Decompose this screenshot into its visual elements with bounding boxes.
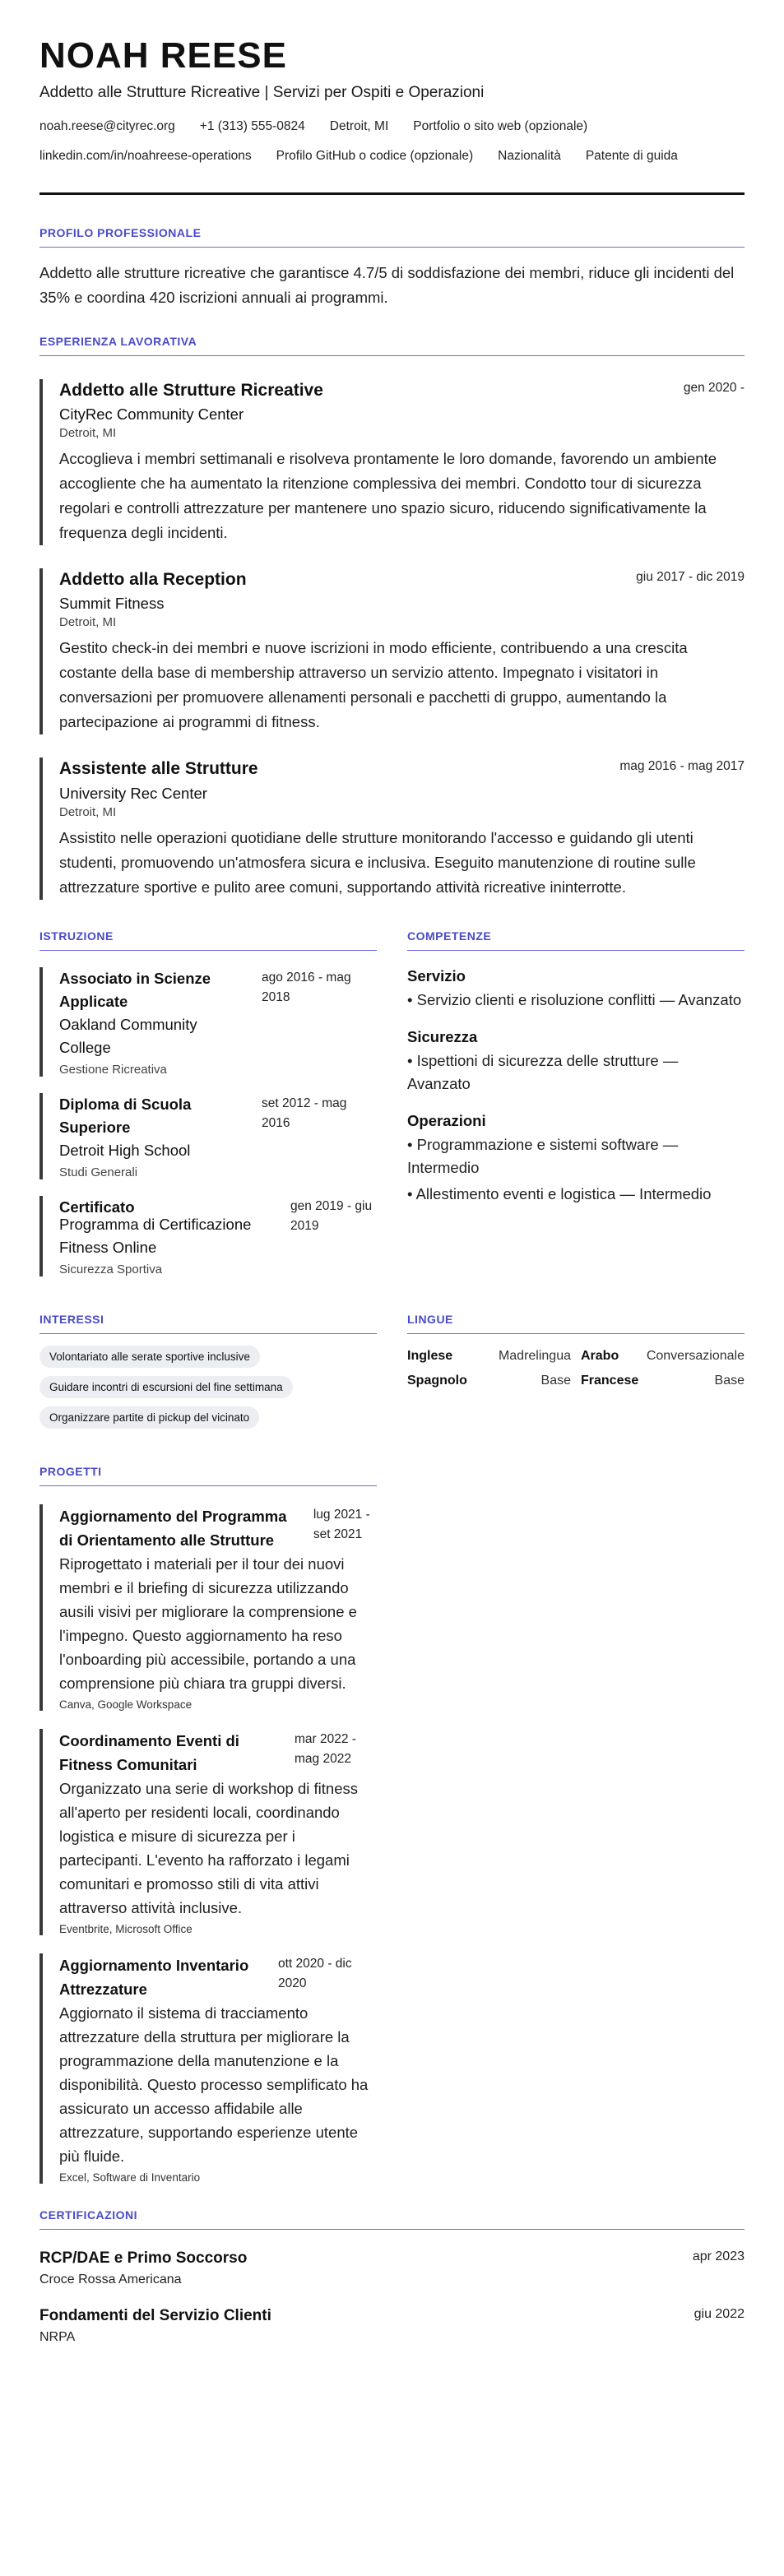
project-date: mar 2022 - mag 2022 [295, 1731, 356, 1766]
project-tools: Eventbrite, Microsoft Office [59, 1922, 193, 1935]
language-name: Arabo [581, 1348, 619, 1363]
education-item [39, 1093, 377, 1179]
profile-section [39, 226, 745, 310]
experience-date: mag 2016 - mag 2017 [619, 759, 745, 774]
experience-description: Gestito check-in dei membri e nuove iscrizioni in modo efficiente, contribuendo a una crescita costante della base di membership attraverso un servizio attento. Impegnato i visitatori in conversazioni per promuovere allenamenti personali e pacchetti di gruppo, aumentando la partecipazione ai programmi di fitness. [59, 639, 688, 731]
projects-section [39, 1465, 377, 2184]
project-item [39, 1953, 377, 2184]
language-name: Inglese [407, 1348, 453, 1363]
interests-section [39, 1313, 377, 1437]
language-item [407, 1374, 571, 1388]
project-tools: Canva, Google Workspace [59, 1698, 193, 1711]
project-description: Riprogettato i materiali per il tour dei nuovi membri e il briefing di sicurezza utilizzando ausili visivi per migliorare la comprensione e l'impegno. Questo aggiornamento ha reso l'onboarding più accessibile, portando a una comprensione più chiara tra gruppi diversi. [59, 1554, 357, 1692]
language-item [581, 1374, 745, 1388]
education-section [39, 929, 377, 1276]
education-institution: Detroit High School [59, 1141, 191, 1159]
contact-portfolio[interactable]: Portfolio o sito web (opzionale) [413, 119, 588, 134]
contact-linkedin[interactable]: linkedin.com/in/noahreese-operations [39, 148, 252, 163]
education-degree: Diploma di Scuola Superiore [59, 1095, 192, 1136]
experience-company: CityRec Community Center [59, 405, 244, 423]
education-field: Gestione Ricreativa [59, 1062, 167, 1077]
contact-email[interactable]: noah.reese@cityrec.org [39, 119, 175, 134]
education-date: set 2012 - mag 2016 [262, 1096, 347, 1130]
project-name: Coordinamento Eventi di Fitness Comunitari [59, 1731, 239, 1773]
experience-item [39, 568, 745, 734]
experience-item [39, 758, 745, 899]
experience-date: giu 2017 - dic 2019 [636, 569, 745, 584]
contact-location: Detroit, MI [329, 119, 389, 134]
header-divider [39, 192, 745, 195]
education-section-title: ISTRUZIONE [39, 929, 377, 951]
experience-location: Detroit, MI [59, 425, 117, 440]
education-date: gen 2019 - giu 2019 [290, 1198, 373, 1233]
project-name: Aggiornamento Inventario Attrezzature [59, 1956, 249, 1998]
skill-item: • Servizio clienti e risoluzione conflitti — Avanzato [407, 990, 742, 1008]
experience-date: gen 2020 - [683, 380, 745, 395]
interest-chips [39, 1346, 377, 1437]
certification-item [39, 2249, 745, 2287]
education-field: Sicurezza Sportiva [59, 1262, 163, 1276]
interest-chip: Volontariato alle serate sportive inclusive [39, 1346, 260, 1368]
experience-location: Detroit, MI [59, 615, 117, 630]
certifications-section-title: CERTIFICAZIONI [39, 2208, 745, 2230]
experience-company: Summit Fitness [59, 595, 165, 613]
contact-list [39, 118, 745, 176]
profile-summary: Addetto alle strutture ricreative che garantisce 4.7/5 di soddisfazione dei membri, riduce gli incidenti del 35% e coordina 420 iscrizioni annuali ai programmi. [39, 263, 735, 306]
experience-role: Addetto alla Reception [59, 569, 247, 589]
contact-github[interactable]: Profilo GitHub o codice (opzionale) [276, 148, 474, 163]
certification-item [39, 2307, 745, 2345]
education-item [39, 1196, 377, 1276]
experience-location: Detroit, MI [59, 804, 117, 819]
experience-item [39, 379, 745, 545]
certification-issuer: NRPA [39, 2329, 76, 2344]
skill-item: • Allestimento eventi e logistica — Intermedio [407, 1184, 712, 1202]
interest-chip: Guidare incontri di escursioni del fine settimana [39, 1376, 293, 1398]
language-level: Madrelingua [498, 1348, 571, 1363]
skill-item: • Ispettioni di sicurezza delle strutture — Avanzato [407, 1051, 679, 1092]
experience-section-title: ESPERIENZA LAVORATIVA [39, 335, 745, 356]
contact-phone[interactable]: +1 (313) 555-0824 [199, 119, 305, 134]
interest-chip: Organizzare partite di pickup del vicinato [39, 1406, 259, 1429]
project-tools: Excel, Software di Inventario [59, 2171, 201, 2184]
language-item [581, 1349, 745, 1364]
education-institution: Programma di Certificazione Fitness Online [59, 1215, 252, 1256]
certification-name: RCP/DAE e Primo Soccorso [39, 2249, 248, 2267]
skill-category: Operazioni [407, 1111, 486, 1129]
project-name: Aggiornamento del Programma di Orientamento alle Strutture [59, 1507, 287, 1549]
language-name: Francese [581, 1373, 639, 1388]
experience-company: University Rec Center [59, 784, 207, 802]
education-degree: Associato in Scienze Applicate [59, 969, 211, 1010]
resume-header [39, 36, 745, 195]
profile-section-title: PROFILO PROFESSIONALE [39, 226, 745, 248]
skills-section-title: COMPETENZE [407, 929, 745, 951]
candidate-headline: Addetto alle Strutture Ricreative | Servizi per Ospiti e Operazioni [39, 84, 485, 102]
certification-name: Fondamenti del Servizio Clienti [39, 2306, 271, 2324]
skill-category: Sicurezza [407, 1027, 478, 1045]
certification-date: giu 2022 [694, 2306, 745, 2321]
certifications-section [39, 2208, 745, 2345]
education-institution: Oakland Community College [59, 1015, 197, 1056]
experience-role: Assistente alle Strutture [59, 759, 258, 779]
project-item [39, 1729, 377, 1935]
language-level: Base [540, 1373, 571, 1388]
language-item [407, 1349, 571, 1364]
interests-languages-row [39, 1313, 745, 1437]
language-level: Base [714, 1373, 745, 1388]
candidate-name: NOAH REESE [39, 35, 287, 76]
skill-category: Servizio [407, 966, 466, 985]
education-field: Studi Generali [59, 1165, 138, 1179]
interests-section-title: INTERESSI [39, 1313, 377, 1334]
certification-issuer: Croce Rossa Americana [39, 2272, 182, 2286]
education-date: ago 2016 - mag 2018 [262, 970, 351, 1004]
education-degree: Certificato [59, 1198, 135, 1216]
project-description: Aggiornato il sistema di tracciamento attrezzature della struttura per migliorare la programmazione della manutenzione e la disponibilità. Questo processo semplificato ha assicurato un accesso affidabile alle attrezzature, supportando esperienze utente più fluide. [59, 2004, 369, 2165]
experience-role: Addetto alle Strutture Ricreative [59, 380, 323, 400]
experience-description: Assistito nelle operazioni quotidiane delle strutture monitorando l'accesso e guidando gli utenti studenti, promuovendo un'atmosfera sicura e inclusiva. Eseguito manutenzione di routine sulle attrezzature sportive e pulito aree comuni, supportando attività ricreative ininterrotte. [59, 828, 696, 896]
skills-section [407, 929, 745, 1276]
languages-section [407, 1313, 745, 1437]
languages-section-title: LINGUE [407, 1313, 745, 1334]
language-level: Conversazionale [646, 1348, 745, 1363]
project-description: Organizzato una serie di workshop di fitness all'aperto per residenti locali, coordinando logistica e misure di sicurezza per i partecipanti. L'evento ha rafforzato i legami comunitari e promosso stili di vita attivi attraverso attività inclusive. [59, 1779, 358, 1916]
experience-description: Accoglieva i membri settimanali e risolveva prontamente le loro domande, favorendo un ambiente accogliente che ha aumentato la ritenzione complessiva dei membri. Condotto tour di sicurezza regolari e controlli attrezzature per mantenere uno spazio sicuro, riducendo significativamente la frequenza degli incidenti. [59, 449, 717, 541]
skill-item: • Programmazione e sistemi software — Intermedio [407, 1135, 679, 1176]
project-date: ott 2020 - dic 2020 [278, 1956, 352, 1990]
certification-date: apr 2023 [692, 2249, 745, 2263]
project-item [39, 1504, 377, 1711]
contact-nationality: Nazionalità [498, 148, 561, 163]
experience-section [39, 335, 745, 900]
languages-grid [407, 1349, 745, 1388]
education-skills-row [39, 929, 745, 1276]
education-item [39, 967, 377, 1077]
project-date: lug 2021 - set 2021 [313, 1507, 370, 1541]
projects-section-title: PROGETTI [39, 1465, 377, 1486]
contact-driving-license: Patente di guida [585, 148, 678, 163]
language-name: Spagnolo [407, 1373, 467, 1388]
